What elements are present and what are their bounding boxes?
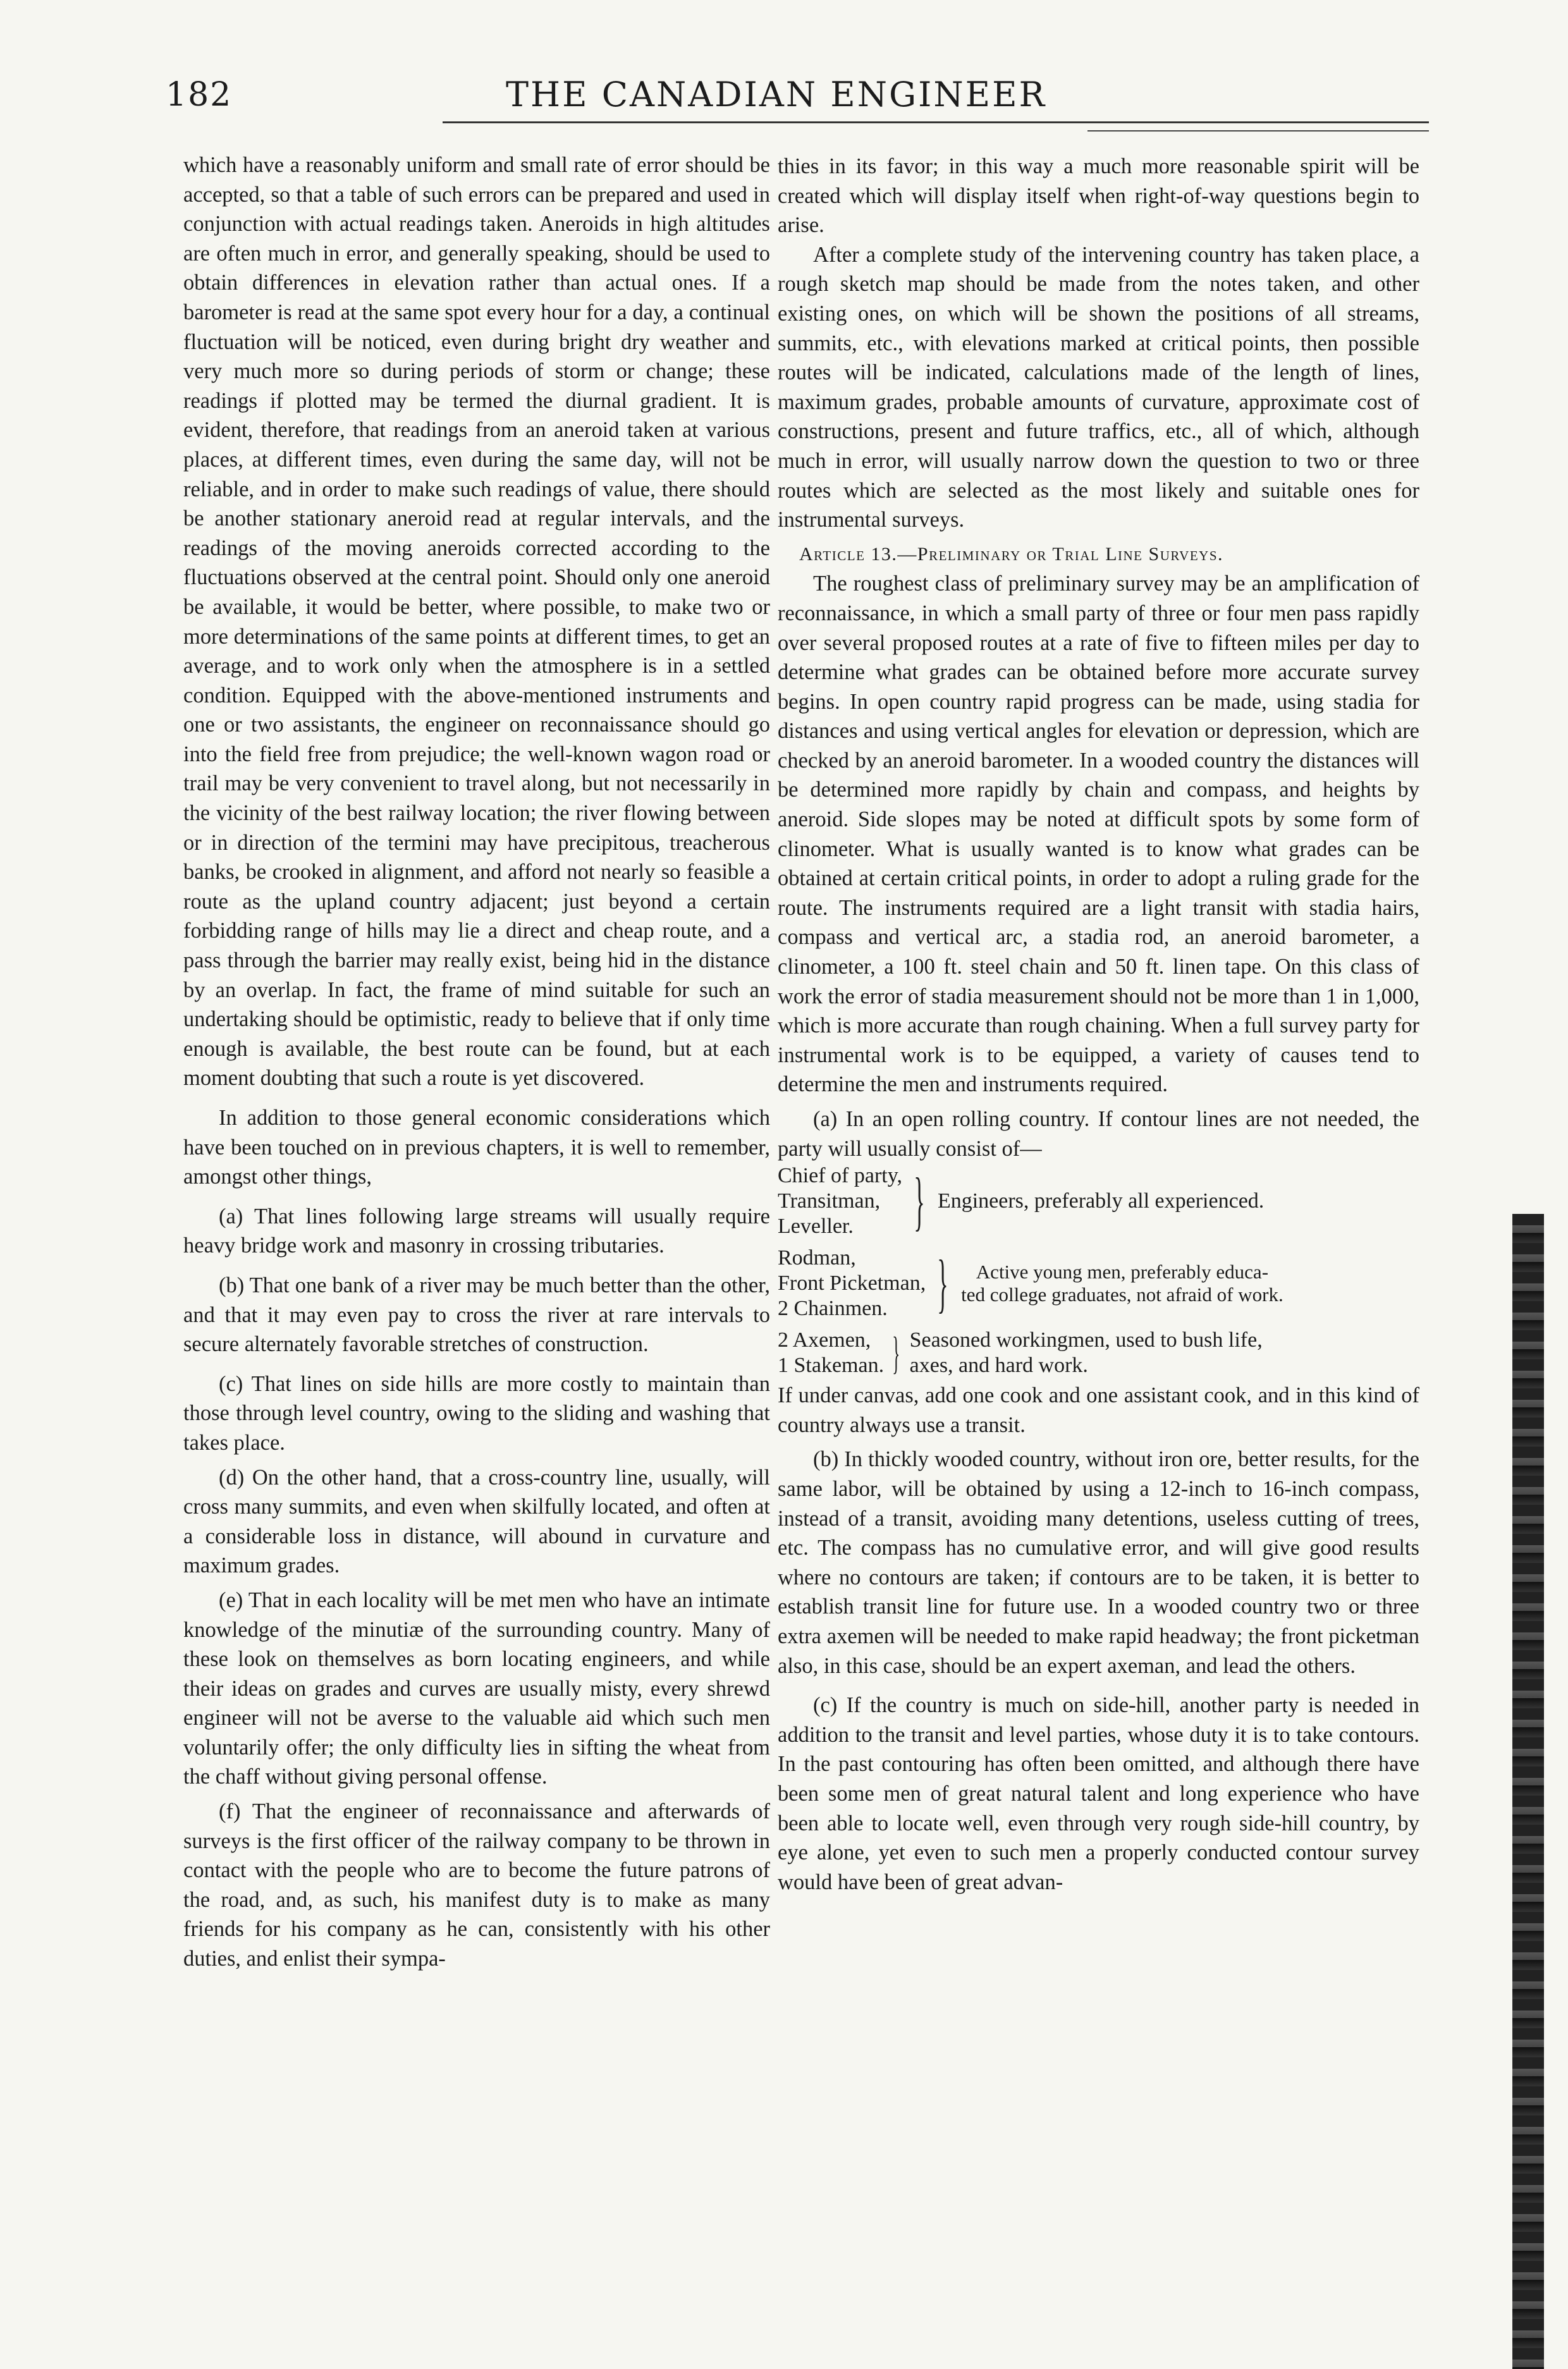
paragraph: (f) That the engineer of reconnaissance and afterwards of surveys is the first officer of the railway company to be thrown in contact with the people who are to become the future patrons of the road, and, as such, his manifest duty is to make as many friends for his company as he can, consistently with his other duties, and enlist their sympa- [183,1799,770,1971]
paragraph: (b) In thickly wooded country, without iron ore, better results, for the same labor, will be obtained by using a 12-inch to 16-inch compass, instead of a transit, avoiding many detentions, useless cutting of trees, etc. The compass has no cumulative error, and will give good results where no contours are taken; if contours are to be taken, it is better to establish transit line for future use. In a wooded country two or three extra axemen will be needed to make rapid headway; the front picketman also, in this case, should be an expert axeman, and lead the others. [778,1447,1419,1678]
crew-member: Rodman, [778,1246,856,1270]
brace-icon: } [892,1328,900,1379]
crew-description: axes, and hard work. [909,1354,1088,1378]
paragraph: The roughest class of preliminary survey may be an amplification of reconnaissance, in which a small party of three or four men pass rapidly over several proposed routes at a rate of five to fifteen miles per day to determine what grades can be obtained before more accurate survey begins. In open country rapid progress can be made, using stadia for distances and using vertical angles for elevation or depression, which are checked by an aneroid barometer. In a wooded country the distances will be determined more rapidly by chain and compass, and heights by aneroid. Side slopes may be noted at difficult spots by some form of clinometer. What is usually wanted is to know what grades can be obtained at certain critical points, in order to adopt a ruling grade for the route. The instruments required are a light transit with stadia hairs, compass and vertical arc, a stadia rod, an aneroid barometer, a clinometer, a 100 ft. steel chain and 50 ft. linen tape. On this class of work the error of stadia measurement should not be more than 1 in 1,000, which is more accurate than rough chaining. When a full survey party for instrumental work is to be equipped, a variety of causes tend to determine the men and instruments required. [778,572,1419,1097]
running-head: THE CANADIAN ENGINEER [506,75,1047,114]
paragraph: (d) On the other hand, that a cross-country line, usually, will cross many summits, and even when skilfully located, and often at a considerable loss in distance, will abound in curvature and maximum grades. [183,1465,770,1578]
crew-description: Active young men, preferably educa- [976,1261,1269,1283]
crew-description: Seasoned workingmen, used to bush life, [909,1328,1263,1352]
paragraph: In addition to those general economic considerations which have been touched on in previous chapters, it is well to remember, amongst other things, [183,1106,770,1189]
crew-member: 1 Stakeman. [778,1354,885,1378]
paragraph: (b) That one bank of a river may be much better than the other, and that it may even pay to cross the river at rare intervals to secure alternately favorable stretches of construction. [183,1273,770,1357]
paragraph: (a) In an open rolling country. If contour lines are not needed, the party will usually consist of— [778,1107,1419,1161]
crew-description: ted college graduates, not afraid of work. [961,1283,1283,1306]
crew-member: 2 Chainmen. [778,1297,888,1321]
right-column [778,152,1419,1897]
crew-member: Leveller. [778,1215,854,1239]
paragraph: thies in its favor; in this way a much more reasonable spirit will be created which will display itself when right-of-way questions begin to arise. [778,154,1419,238]
paragraph: which have a reasonably uniform and small rate of error should be accepted, so that a table of such errors can be prepared and used in conjunction with actual readings taken. Aneroids in high altitudes are often much in error, and generally speaking, should be used to obtain differences in elevation rather than actual ones. If a barometer is read at the same spot every hour for a day, a continual fluctuation will be noticed, even during bright dry weather and very much more so during periods of storm or change; these readings if plotted may be termed the diurnal gradient. It is evident, therefore, that readings from an aneroid taken at various places, at different times, even during the same day, will not be reliable, and in order to make such readings of value, there should be another stationary aneroid read at regular intervals, and the readings of the moving aneroids corrected according to the fluctuations observed at the central point. Should only one aneroid be available, it would be better, where possible, to make two or more determinations of the same points at different times, to get an average, and to work only when the atmosphere is in a settled condition. Equipped with the above-mentioned instruments and one or two assistants, the engineer on reconnaissance should go into the field free from prejudice; the well-known wagon road or trail may be very convenient to travel along, but not necessarily in the vicinity of the best railway location; the river flowing between or in direction of the termini may have precipitous, treacherous banks, be crooked in alignment, and afford not nearly so feasible a route as the upland country adjacent; just beyond a certain forbidding range of hills may lie a direct and cheap route, and a pass through the barrier may really exist, being hid in the distance by an overlap. In fact, the frame of mind suitable for such an undertaking should be optimistic, ready to believe that if only time enough is available, the best route can be found, but at each moment doubting that such a route is yet discovered. [183,153,770,1091]
scan-edge-shadow [1512,1214,1544,2369]
paragraph: (c) That lines on side hills are more costly to maintain than those through level country, owing to the sliding and washing that takes place. [183,1371,770,1455]
paragraph: If under canvas, add one cook and one assistant cook, and in this kind of country always use a transit. [778,1383,1419,1437]
article-heading: Article 13.—Preliminary or Trial Line Surveys. [799,543,1224,565]
paragraph: After a complete study of the intervening country has taken place, a rough sketch map should be made from the notes taken, and other existing ones, on which will be shown the positions of all streams, summits, etc., with elevations marked at critical points, then possible routes will be indicated, calculations made of the length of lines, maximum grades, probable amounts of curvature, approximate cost of constructions, present and future traffics, etc., all of which, although much in error, will usually narrow down the question to two or three routes which are selected as the most likely and suitable ones for instrumental surveys. [778,242,1419,532]
crew-member: Chief of party, [778,1164,903,1188]
left-column [183,150,770,1974]
crew-description: Engineers, preferably all experienced. [937,1189,1265,1213]
party-list-assistants [778,1246,1419,1325]
party-list-workingmen [778,1328,1419,1381]
paragraph: (a) That lines following large streams will usually require heavy bridge work and masonry in crossing tributaries. [183,1204,770,1258]
brace-icon: } [937,1247,948,1320]
header-rule [443,121,1429,123]
crew-member: Front Picketman, [778,1271,926,1295]
paragraph: (e) That in each locality will be met men who have an intimate knowledge of the minutiæ of the surrounding country. Many of these look on themselves as born locating engineers, and while their ideas on grades and curves are usually misty, every shrewd engineer will not be averse to the valuable aid which such men voluntarily offer; the only difficulty lies in sifting the wheat from the chaff without giving personal offense. [183,1588,770,1789]
brace-icon: } [914,1165,925,1238]
page-number: 182 [166,76,233,114]
party-list-engineers [778,1163,1419,1242]
paragraph: (c) If the country is much on side-hill, another party is needed in addition to the transit and level parties, whose duty it is to take contours. In the past contouring has often been omitted, and although there have been some men of great natural talent and long experience who have been able to locate well, even through very rough side-hill country, by eye alone, yet even to such men a properly conducted contour survey would have been of great advan- [778,1693,1419,1894]
crew-member: 2 Axemen, [778,1328,871,1352]
header-rule-secondary [1087,130,1429,132]
crew-member: Transitman, [778,1189,881,1213]
